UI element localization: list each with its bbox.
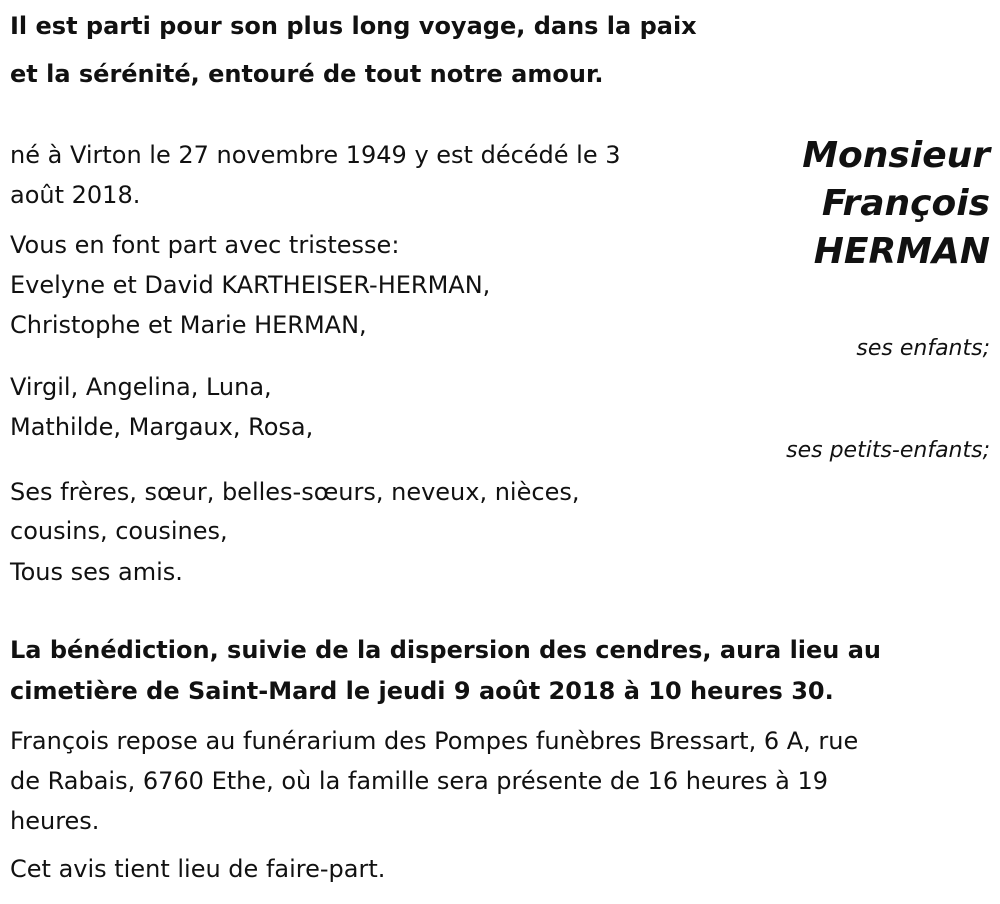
funeral-home-line-3: heures. bbox=[10, 807, 100, 835]
grandchild-line: Mathilde, Margaux, Rosa, bbox=[10, 413, 314, 441]
child-line: Evelyne et David KARTHEISER-HERMAN, bbox=[10, 271, 491, 299]
footer-notice: Cet avis tient lieu de faire-part. bbox=[10, 855, 386, 883]
relatives-line: Ses frères, sœur, belles-sœurs, neveux, nièces, bbox=[10, 478, 580, 506]
deceased-title: Monsieur bbox=[802, 135, 990, 176]
funeral-home-line-1: François repose au funérarium des Pompes funèbres Bressart, 6 A, rue bbox=[10, 727, 859, 755]
ceremony-line-1: La bénédiction, suivie de la dispersion des cendres, aura lieu au bbox=[10, 636, 882, 664]
children-label: ses enfants; bbox=[856, 336, 990, 361]
child-line: Christophe et Marie HERMAN, bbox=[10, 311, 367, 339]
deceased-last-name: HERMAN bbox=[813, 231, 990, 272]
birth-line-1: né à Virton le 27 novembre 1949 y est décédé le 3 bbox=[10, 141, 621, 169]
family-intro: Vous en font part avec tristesse: bbox=[10, 231, 400, 259]
grandchild-line: Virgil, Angelina, Luna, bbox=[10, 373, 272, 401]
relatives-line: Tous ses amis. bbox=[10, 558, 183, 586]
deceased-first-name: François bbox=[821, 183, 990, 224]
ceremony-line-2: cimetière de Saint-Mard le jeudi 9 août 2018 à 10 heures 30. bbox=[10, 677, 834, 705]
header-line-1: Il est parti pour son plus long voyage, dans la paix bbox=[10, 12, 697, 40]
funeral-home-line-2: de Rabais, 6760 Ethe, où la famille sera présente de 16 heures à 19 bbox=[10, 767, 829, 795]
header-line-2: et la sérénité, entouré de tout notre amour. bbox=[10, 60, 604, 88]
grandchildren-label: ses petits-enfants; bbox=[786, 438, 990, 463]
relatives-line: cousins, cousines, bbox=[10, 517, 228, 545]
birth-line-2: août 2018. bbox=[10, 181, 141, 209]
